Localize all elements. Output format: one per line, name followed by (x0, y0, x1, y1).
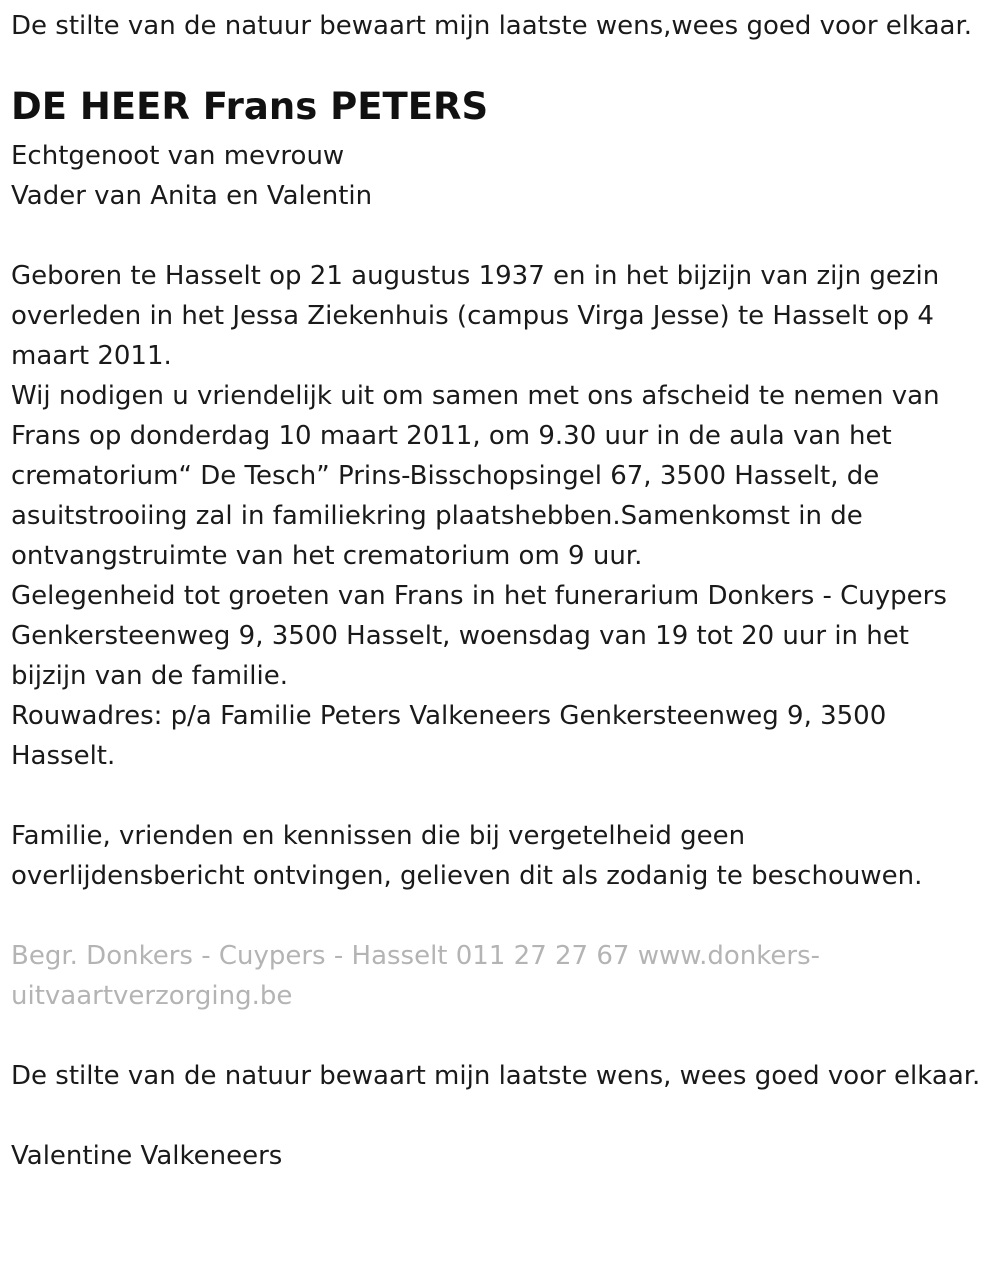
signature: Valentine Valkeneers (11, 1141, 283, 1171)
motto-top: De stilte van de natuur bewaart mijn laatste wens,wees goed voor elkaar. (11, 11, 973, 41)
ceremony-paragraph: Wij nodigen u vriendelijk uit om samen met ons afscheid te nemen van Frans op donderdag 10 maart 2011, om 9.30 uur in de aula van het crematorium“ De Tesch” Prins-Bisschopsingel 67, 3500 Hasselt, de asuitstrooiing zal in familiekring plaatshebben.Samenkomst in de ontvangstruimte van het crematorium om 9 uur. (11, 381, 940, 571)
spacer (11, 776, 986, 816)
birth-death-paragraph: Geboren te Hasselt op 21 augustus 1937 en in het bijzijn van zijn gezin overleden in het Jessa Ziekenhuis (campus Virga Jesse) te Hasselt op 4 maart 2011. (11, 261, 940, 371)
motto-bottom: De stilte van de natuur bewaart mijn laatste wens, wees goed voor elkaar. (11, 1061, 981, 1091)
deceased-name-title: DE HEER Frans PETERS (11, 85, 489, 128)
body-text (11, 256, 986, 776)
spacer (11, 896, 986, 936)
spacer (11, 216, 986, 256)
spacer (11, 1096, 986, 1136)
undertaker-info: Begr. Donkers - Cuypers - Hasselt 011 27 27 67 www.donkers-uitvaartverzorging.be (11, 941, 821, 1011)
relation-children: Vader van Anita en Valentin (11, 181, 373, 211)
mourning-address-paragraph: Rouwadres: p/a Familie Peters Valkeneers Genkersteenweg 9, 3500 Hasselt. (11, 701, 887, 771)
relations-block (11, 136, 986, 216)
relation-spouse: Echtgenoot van mevrouw (11, 141, 345, 171)
obituary-document (11, 6, 986, 1176)
spacer (11, 1016, 986, 1056)
notice-paragraph: Familie, vrienden en kennissen die bij vergetelheid geen overlijdensbericht ontvingen, gelieven dit als zodanig te beschouwen. (11, 821, 923, 891)
visitation-paragraph: Gelegenheid tot groeten van Frans in het funerarium Donkers - Cuypers Genkersteenweg 9, 3500 Hasselt, woensdag van 19 tot 20 uur in het bijzijn van de familie. (11, 581, 947, 691)
